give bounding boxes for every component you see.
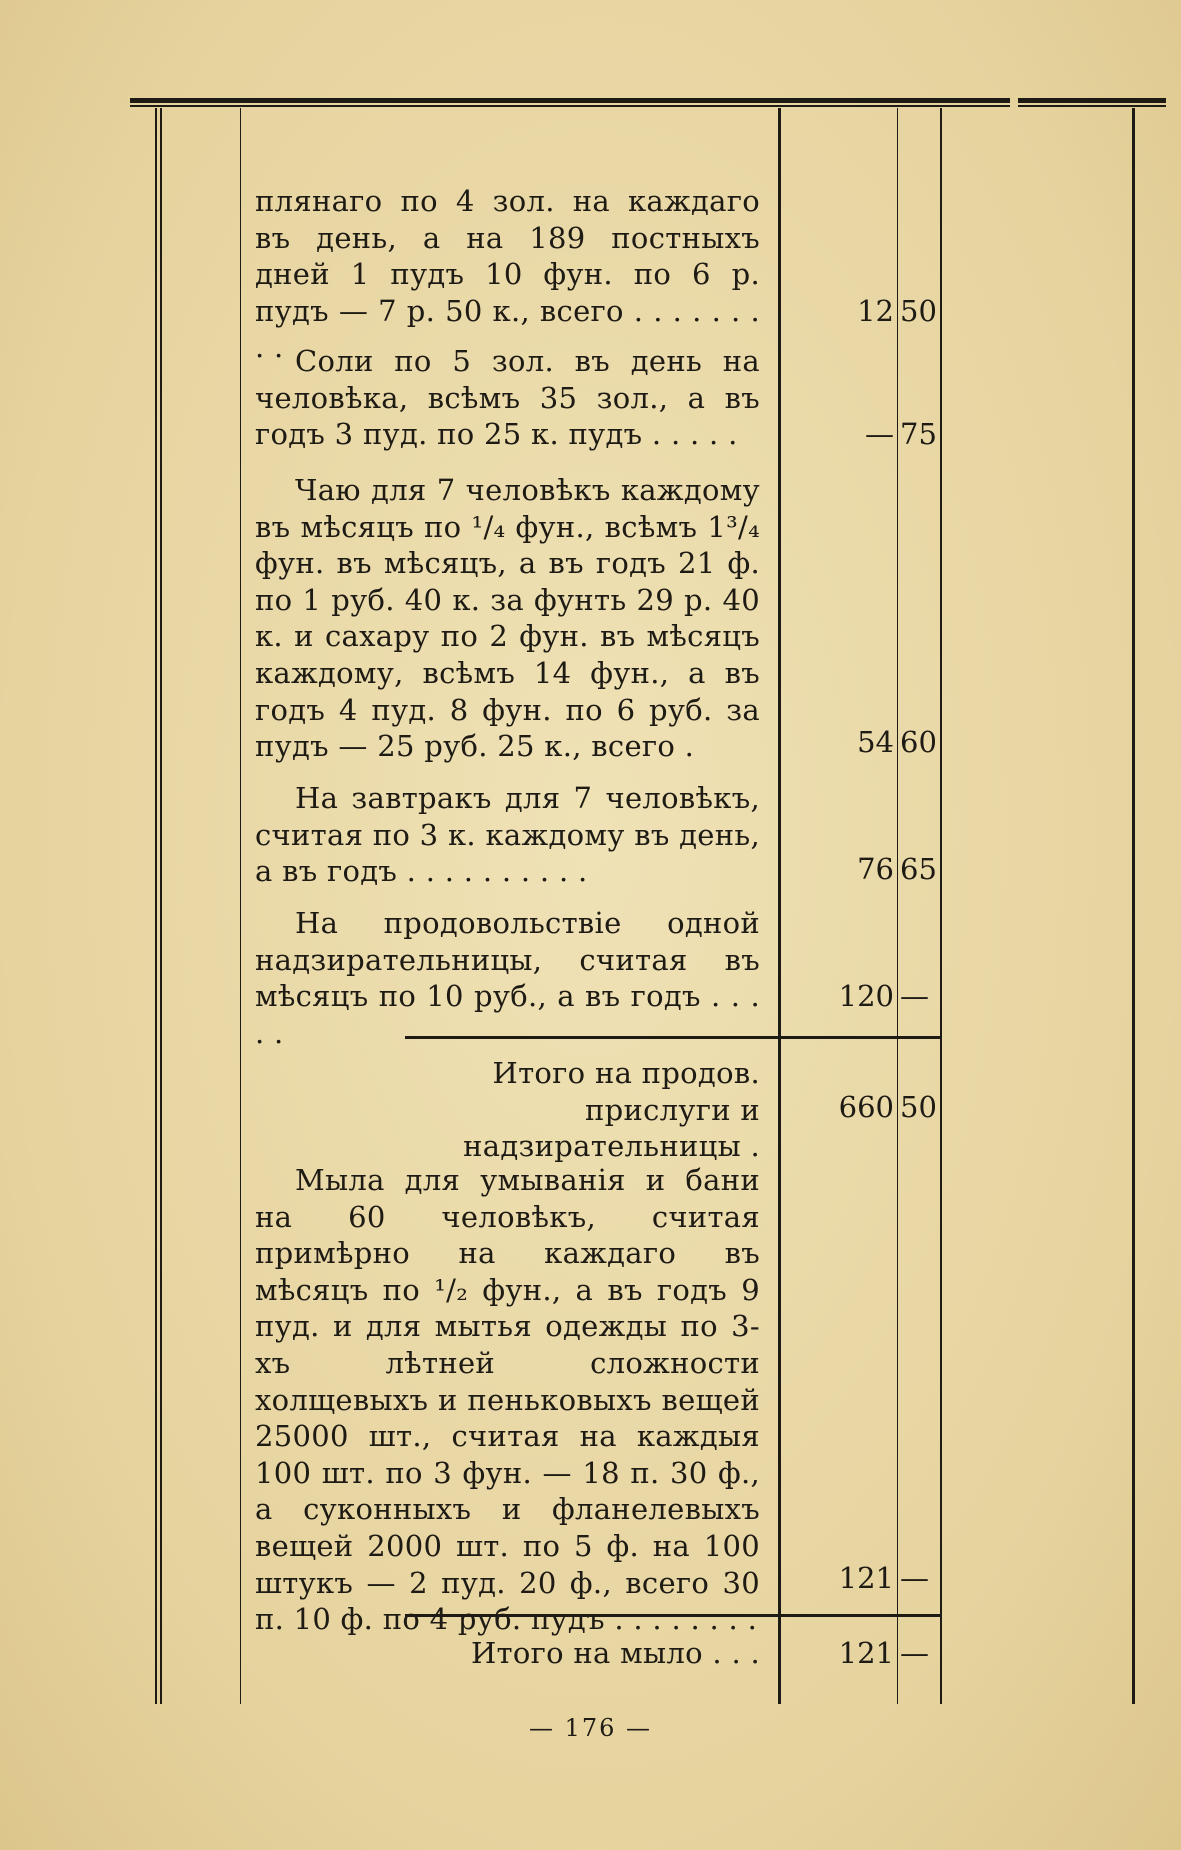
column-rule-text-right bbox=[778, 108, 781, 1704]
total-rubles: 660 bbox=[838, 1090, 894, 1124]
amount-kopecks: 50 bbox=[900, 294, 937, 328]
top-rule-thin bbox=[130, 105, 1010, 107]
entry-3 bbox=[255, 472, 760, 765]
entry-text: Мыла для умыванія и бани на 60 человѣкъ, считая примѣрно на каждаго въ мѣсяцъ по ¹/₂ фун., а въ годъ 9 пуд. и для мытья одежды по 3-хъ лѣтней сложности холщевыхъ и пеньковыхъ вещей 25000 шт., считая на каждыя 100 шт. по 3 фун. — 18 п. 30 ф., а суконныхъ и фланелевыхъ вещей 2000 шт. по 5 ф. на 100 штукъ — 2 пуд. 20 ф., всего 30 п. 10 ф. по 4 руб. пудъ . . . . . . . . bbox=[255, 1163, 760, 1637]
amount-kopecks: 75 bbox=[900, 417, 937, 451]
amount-rubles: 120 bbox=[838, 979, 894, 1013]
column-rule-kop-right bbox=[940, 108, 942, 1704]
amount-rubles: 76 bbox=[857, 852, 894, 886]
amount-kopecks: 65 bbox=[900, 852, 937, 886]
entry-text: На завтракъ для 7 человѣкъ, считая по 3 к. каждому въ день, а въ годъ . . . . . . . . . . bbox=[255, 781, 760, 889]
column-rule-outer-left-2 bbox=[160, 108, 162, 1704]
total-text: Итого на продов. прислуги и надзирательницы . bbox=[463, 1056, 760, 1164]
top-rule bbox=[130, 98, 1010, 103]
entry-text: Чаю для 7 человѣкъ каждому въ мѣсяцъ по ¹/₄ фун., всѣмъ 1³/₄ фун. въ мѣсяцъ, а въ годъ 21 ф. по 1 руб. 40 к. за фунть 29 р. 40 к. и сахару по 2 фун. въ мѣсяцъ каждому, всѣмъ 14 фун., а въ годъ 4 пуд. 8 фун. по 6 руб. за пудъ — 25 руб. 25 к., всего . bbox=[255, 473, 760, 764]
total-text: Итого на мыло . . . bbox=[470, 1636, 760, 1670]
total-kopecks: 50 bbox=[900, 1090, 937, 1124]
top-rule-right bbox=[1018, 98, 1166, 103]
total-provisions bbox=[420, 1055, 760, 1165]
amount-kopecks: — bbox=[900, 1561, 929, 1595]
entry-4 bbox=[255, 780, 760, 890]
total-kopecks: — bbox=[900, 1636, 929, 1670]
entry-text: плянаго по 4 зол. на каждаго въ день, а на 189 постныхъ дней 1 пудъ 10 фун. по 6 р. пудъ — 7 р. 50 к., всего . . . . . . . . . bbox=[255, 184, 760, 365]
column-rule-outer-right bbox=[1132, 108, 1135, 1704]
entry-6 bbox=[255, 1162, 760, 1638]
column-rule-rub-kop bbox=[897, 108, 898, 1704]
amount-kopecks: — bbox=[900, 979, 929, 1013]
top-rule-right-thin bbox=[1018, 105, 1166, 107]
entry-2 bbox=[255, 343, 760, 453]
entry-1 bbox=[255, 183, 760, 366]
total-soap bbox=[420, 1635, 760, 1672]
amount-rubles: — bbox=[865, 417, 894, 451]
page-number: — 176 — bbox=[528, 1714, 653, 1742]
entry-5 bbox=[255, 905, 760, 1051]
entry-text: На продовольствіе одной надзирательницы, считая въ мѣсяцъ по 10 руб., а въ годъ . . . . . bbox=[255, 906, 760, 1050]
amount-rubles: 12 bbox=[857, 294, 894, 328]
entry-text: Соли по 5 зол. въ день на человѣка, всѣмъ 35 зол., а въ годъ 3 пуд. по 25 к. пудъ . . . . . bbox=[255, 344, 760, 452]
amount-rubles: 54 bbox=[857, 725, 894, 759]
column-rule-outer-left bbox=[155, 108, 157, 1704]
column-rule-left bbox=[240, 108, 241, 1704]
total-rubles: 121 bbox=[838, 1636, 894, 1670]
amount-kopecks: 60 bbox=[900, 725, 937, 759]
amount-rubles: 121 bbox=[838, 1561, 894, 1595]
